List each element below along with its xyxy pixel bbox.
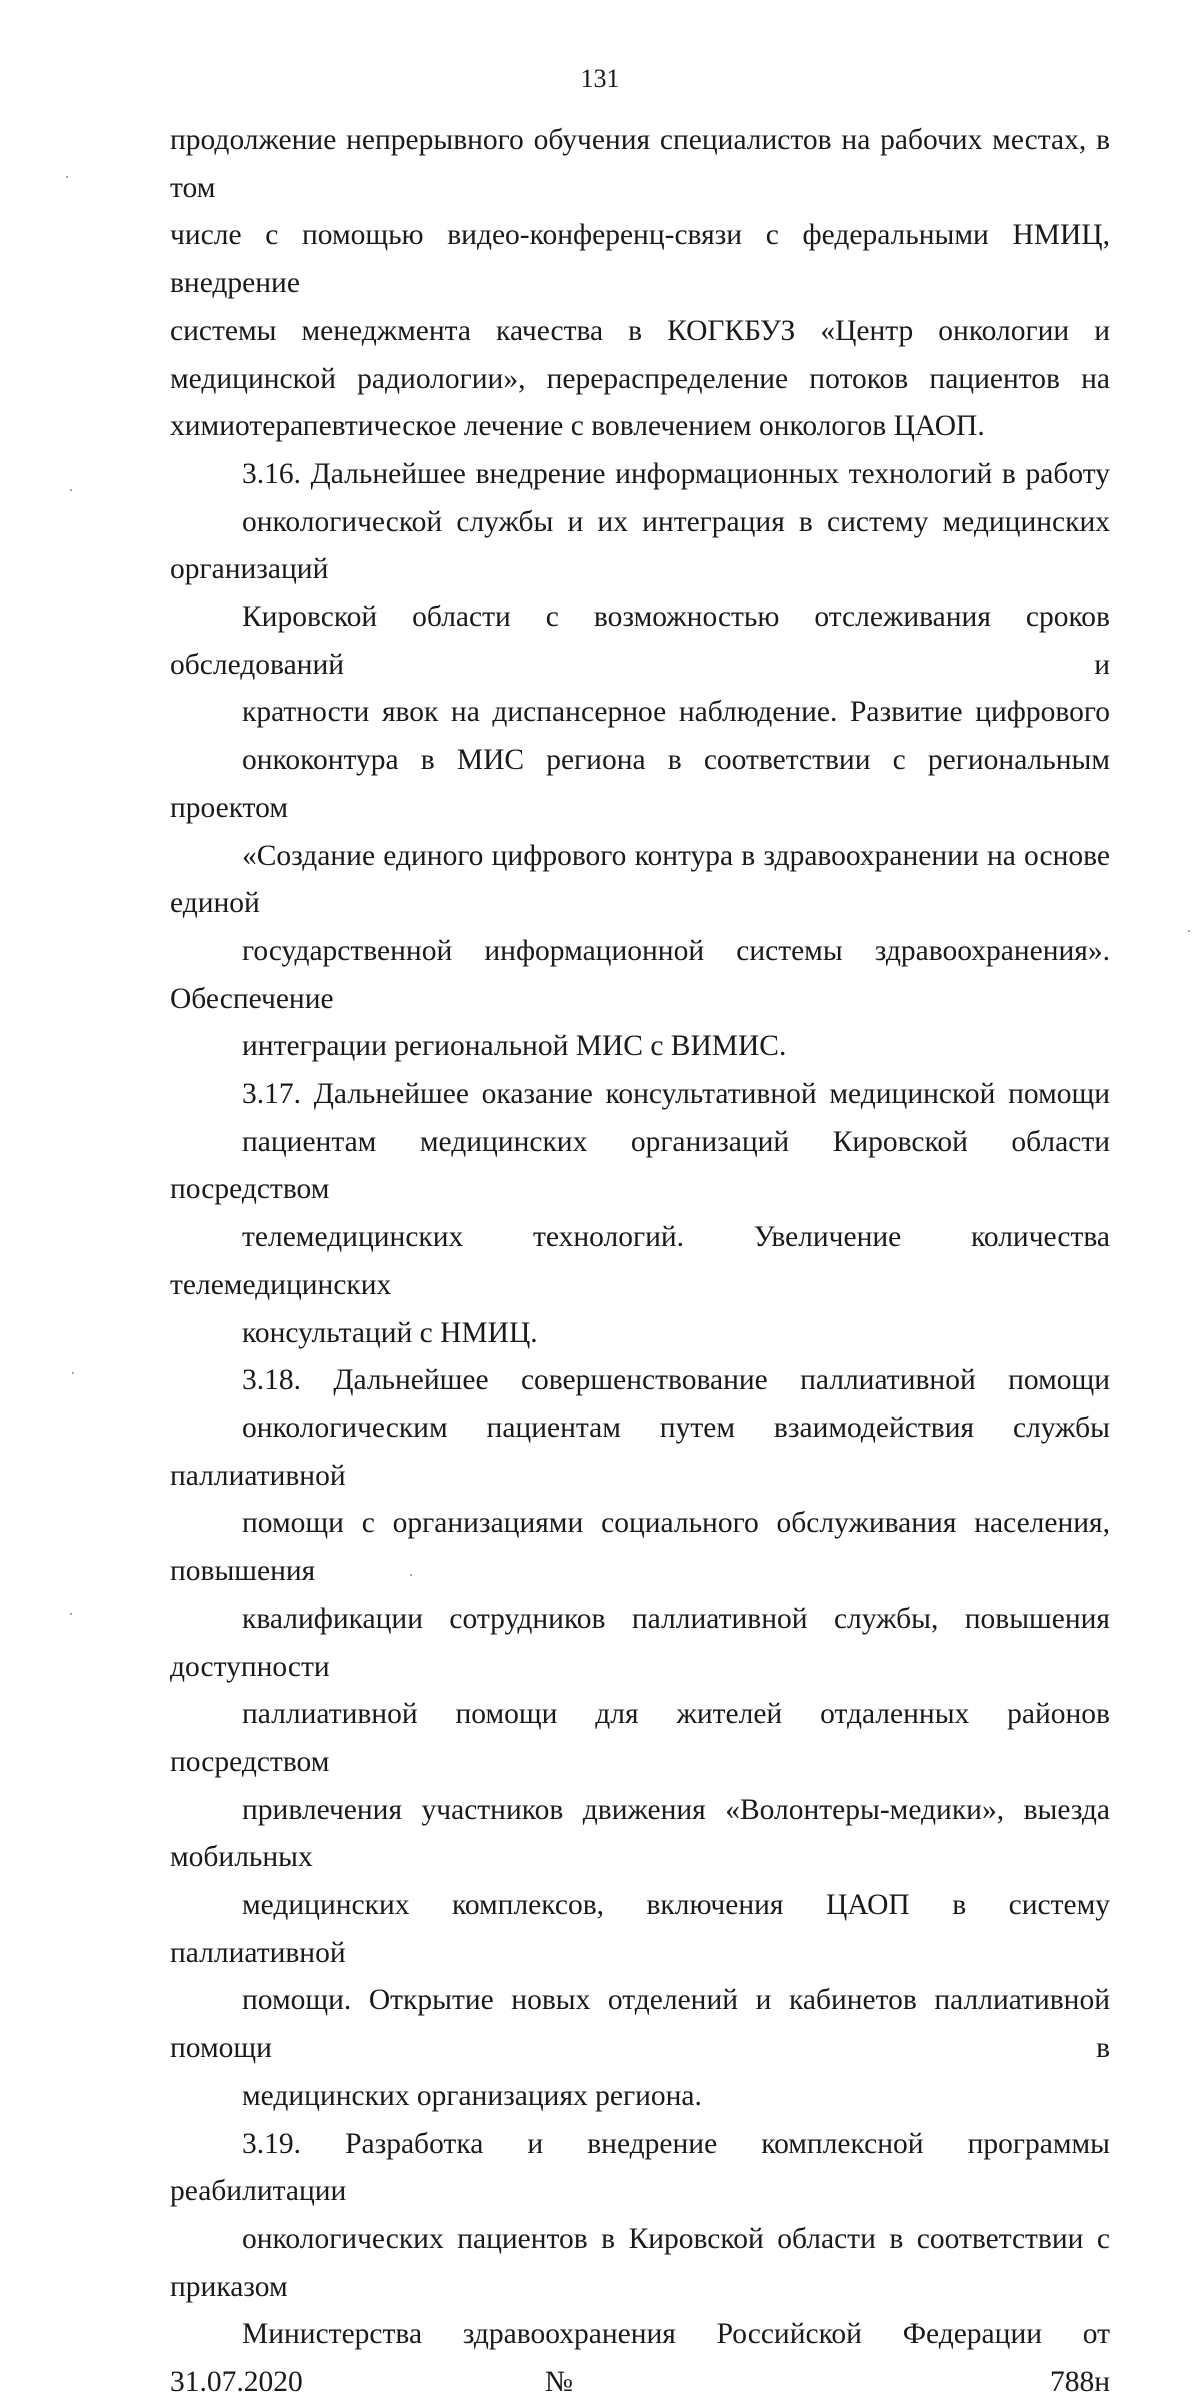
document-body: [170, 117, 1110, 2407]
text-line: консультаций с НМИЦ.: [242, 1316, 538, 1349]
scan-speck: [1188, 930, 1190, 932]
paragraph-3-17: [170, 1071, 1110, 1357]
text-line: помощи. Открытие новых отделений и кабинетов паллиативной помощи в: [170, 1984, 1110, 2065]
scan-speck: [410, 1574, 412, 1576]
paragraph-3-16: [170, 451, 1110, 1071]
text-line: кратности явок на диспансерное наблюдение. Развитие цифрового: [242, 696, 1110, 729]
text-line: 3.17. Дальнейшее оказание консультативной медицинской помощи: [242, 1078, 1110, 1111]
paragraph-3-18: [170, 1357, 1110, 2120]
text-line: Кировской области с возможностью отслеживания сроков обследований и: [170, 601, 1110, 681]
text-line: системы менеджмента качества в КОГКБУЗ «Центр онкологии и: [170, 314, 1110, 347]
text-line: медицинских комплексов, включения ЦАОП в систему паллиативной: [170, 1889, 1110, 1969]
text-line: числе с помощью видео-конференц-связи с федеральными НМИЦ, внедрение: [170, 219, 1110, 300]
scan-speck: [70, 1613, 72, 1615]
text-line: онкологических пациентов в Кировской области в соответствии с приказом: [170, 2222, 1110, 2303]
text-line: помощи с организациями социального обслуживания населения, повышения: [170, 1507, 1110, 1588]
text-line: продолжение непрерывного обучения специалистов на рабочих местах, в том: [170, 124, 1110, 204]
text-line: 3.16. Дальнейшее внедрение информационных технологий в работу: [242, 457, 1110, 490]
text-line: паллиативной помощи для жителей отдаленных районов посредством: [170, 1698, 1110, 1778]
scan-speck: [70, 489, 72, 491]
text-line: привлечения участников движения «Волонтеры-медики», выезда мобильных: [170, 1793, 1110, 1874]
text-line: онкологической службы и их интеграция в систему медицинских организаций: [170, 505, 1110, 586]
text-line: онкологическим пациентам путем взаимодействия службы паллиативной: [170, 1411, 1110, 1492]
text-line: медицинской радиологии», перераспределение потоков пациентов на: [170, 362, 1110, 395]
scan-speck: [72, 1372, 74, 1374]
paragraph-3-19: [170, 2121, 1110, 2407]
text-line: телемедицинских технологий. Увеличение количества телемедицинских: [170, 1221, 1110, 1301]
text-line: Министерства здравоохранения Российской Федерации от 31.07.2020 № 788н: [170, 2318, 1110, 2399]
scan-speck: [66, 176, 68, 178]
text-line: 3.19. Разработка и внедрение комплексной программы реабилитации: [170, 2127, 1110, 2208]
text-line: интеграции региональной МИС с ВИМИС.: [242, 1030, 787, 1063]
text-line: онкоконтура в МИС региона в соответствии с региональным проектом: [170, 744, 1110, 824]
text-line: химиотерапевтическое лечение с вовлечением онкологов ЦАОП.: [170, 410, 985, 443]
page-number: 131: [580, 64, 620, 93]
text-line: «Создание единого цифрового контура в здравоохранении на основе единой: [170, 839, 1110, 920]
text-line: пациентам медицинских организаций Кировской области посредством: [170, 1125, 1110, 1206]
text-line: государственной информационной системы здравоохранения». Обеспечение: [170, 934, 1110, 1015]
text-line: квалификации сотрудников паллиативной службы, повышения доступности: [170, 1602, 1110, 1683]
paragraph-continuation: [170, 117, 1110, 451]
text-line: медицинских организациях региона.: [242, 2079, 702, 2112]
text-line: 3.18. Дальнейшее совершенствование паллиативной помощи: [242, 1364, 1110, 1397]
